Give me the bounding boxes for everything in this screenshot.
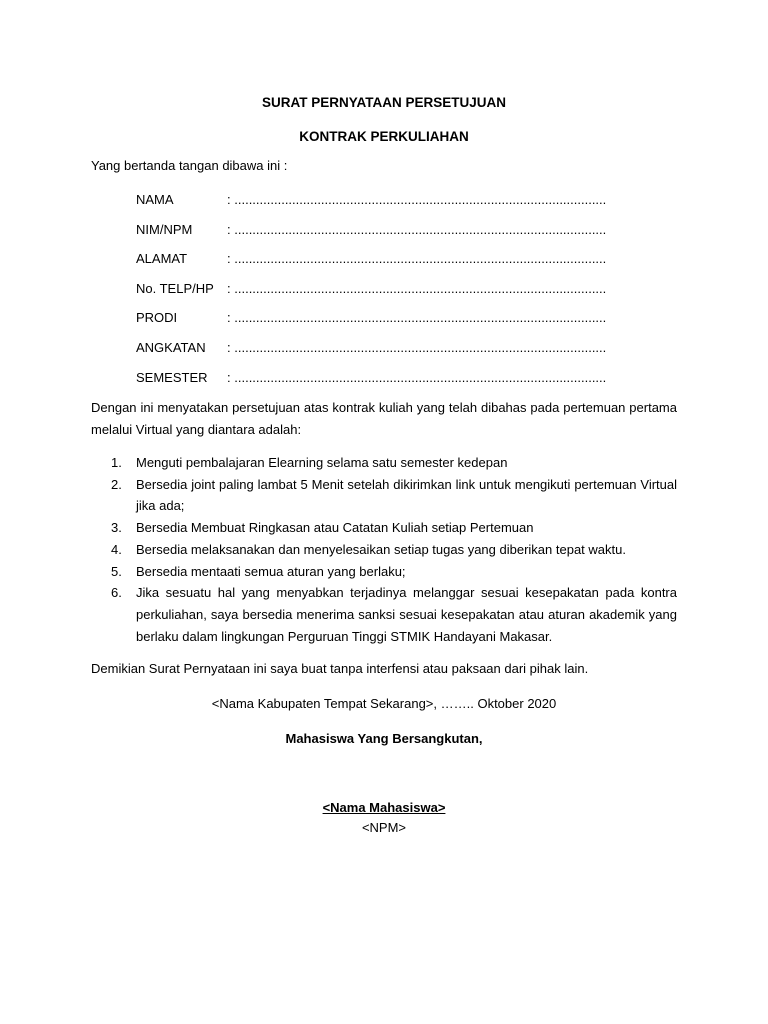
list-item-text: Bersedia mentaati semua aturan yang berlaku; xyxy=(136,563,406,579)
list-item xyxy=(91,474,677,517)
field-blank: ....................................................................................................... xyxy=(234,310,607,326)
list-item-text: Jika sesuatu hal yang menyabkan terjadinya melanggar sesuai kesepakatan pada kontra perkuliahan, saya bersedia menerima sanksi sesuai kesepakatan atau aturan akademik yang berlaku dalam lingkungan Perguruan Tinggi STMIK Handayani Makasar. xyxy=(136,585,677,644)
field-label: ALAMAT xyxy=(136,251,188,267)
list-item-text: Menguti pembalajaran Elearning selama satu semester kedepan xyxy=(136,455,508,470)
list-number: 3. xyxy=(111,520,122,536)
field-separator: : xyxy=(227,339,231,355)
list-item xyxy=(91,452,677,474)
field-label: PRODI xyxy=(136,310,178,326)
document-title: SURAT PERNYATAAN PERSETUJUAN xyxy=(261,95,507,110)
field-row-telp xyxy=(136,279,606,309)
statement-paragraph: Dengan ini menyatakan persetujuan atas kontrak kuliah yang telah dibahas pada pertemuan pertama melalui Virtual yang diantara adalah: xyxy=(91,400,677,437)
document-subtitle: KONTRAK PERKULIAHAN xyxy=(299,129,469,144)
field-blank: ....................................................................................................... xyxy=(234,369,607,385)
field-row-alamat xyxy=(136,249,606,279)
list-item xyxy=(91,582,677,647)
list-number: 5. xyxy=(111,563,122,579)
field-separator: : xyxy=(227,251,231,267)
field-separator: : xyxy=(227,369,231,385)
list-number: 2. xyxy=(111,476,122,492)
list-item-text: Bersedia melaksanakan dan menyelesaikan setiap tugas yang diberikan tepat waktu. xyxy=(136,541,626,557)
signer-npm: <NPM> xyxy=(361,820,407,835)
field-label: ANGKATAN xyxy=(136,339,206,355)
list-number: 4. xyxy=(111,541,122,557)
list-item-text: Bersedia joint paling lambat 5 Menit setelah dikirimkan link untuk mengikuti pertemuan Virtual jika ada; xyxy=(136,476,677,514)
list-item xyxy=(91,517,677,539)
field-blank: ....................................................................................................... xyxy=(234,280,607,296)
signer-title: Mahasiswa Yang Bersangkutan, xyxy=(285,731,483,746)
field-blank: ....................................................................................................... xyxy=(234,251,607,267)
field-separator: : xyxy=(227,310,231,326)
field-label: NAMA xyxy=(136,192,174,207)
field-label: No. TELP/HP xyxy=(136,280,214,296)
signer-name: <Nama Mahasiswa> xyxy=(322,800,446,815)
field-separator: : xyxy=(227,221,231,237)
identity-fields xyxy=(136,190,606,397)
field-row-nim xyxy=(136,220,606,250)
list-item xyxy=(91,561,677,583)
list-item-text: Bersedia Membuat Ringkasan atau Catatan Kuliah setiap Pertemuan xyxy=(136,520,534,536)
field-row-prodi xyxy=(136,308,606,338)
field-row-nama xyxy=(136,190,606,220)
field-label: NIM/NPM xyxy=(136,221,193,237)
field-row-angkatan xyxy=(136,338,606,368)
field-row-semester xyxy=(136,368,606,398)
list-number: 1. xyxy=(111,455,122,470)
field-blank: ....................................................................................................... xyxy=(234,221,607,237)
field-blank: ....................................................................................................... xyxy=(234,339,607,355)
list-number: 6. xyxy=(111,585,122,601)
field-separator: : xyxy=(227,280,231,296)
list-item xyxy=(91,539,677,561)
field-separator: : xyxy=(227,192,231,207)
field-blank: ....................................................................................................... xyxy=(234,192,607,207)
intro-text: Yang bertanda tangan dibawa ini : xyxy=(91,158,288,173)
place-date: <Nama Kabupaten Tempat Sekarang>, …….. Oktober 2020 xyxy=(211,696,557,711)
agreement-list xyxy=(91,452,677,647)
closing-text: Demikian Surat Pernyataan ini saya buat tanpa interfensi atau paksaan dari pihak lain. xyxy=(91,661,589,676)
field-label: SEMESTER xyxy=(136,369,208,385)
